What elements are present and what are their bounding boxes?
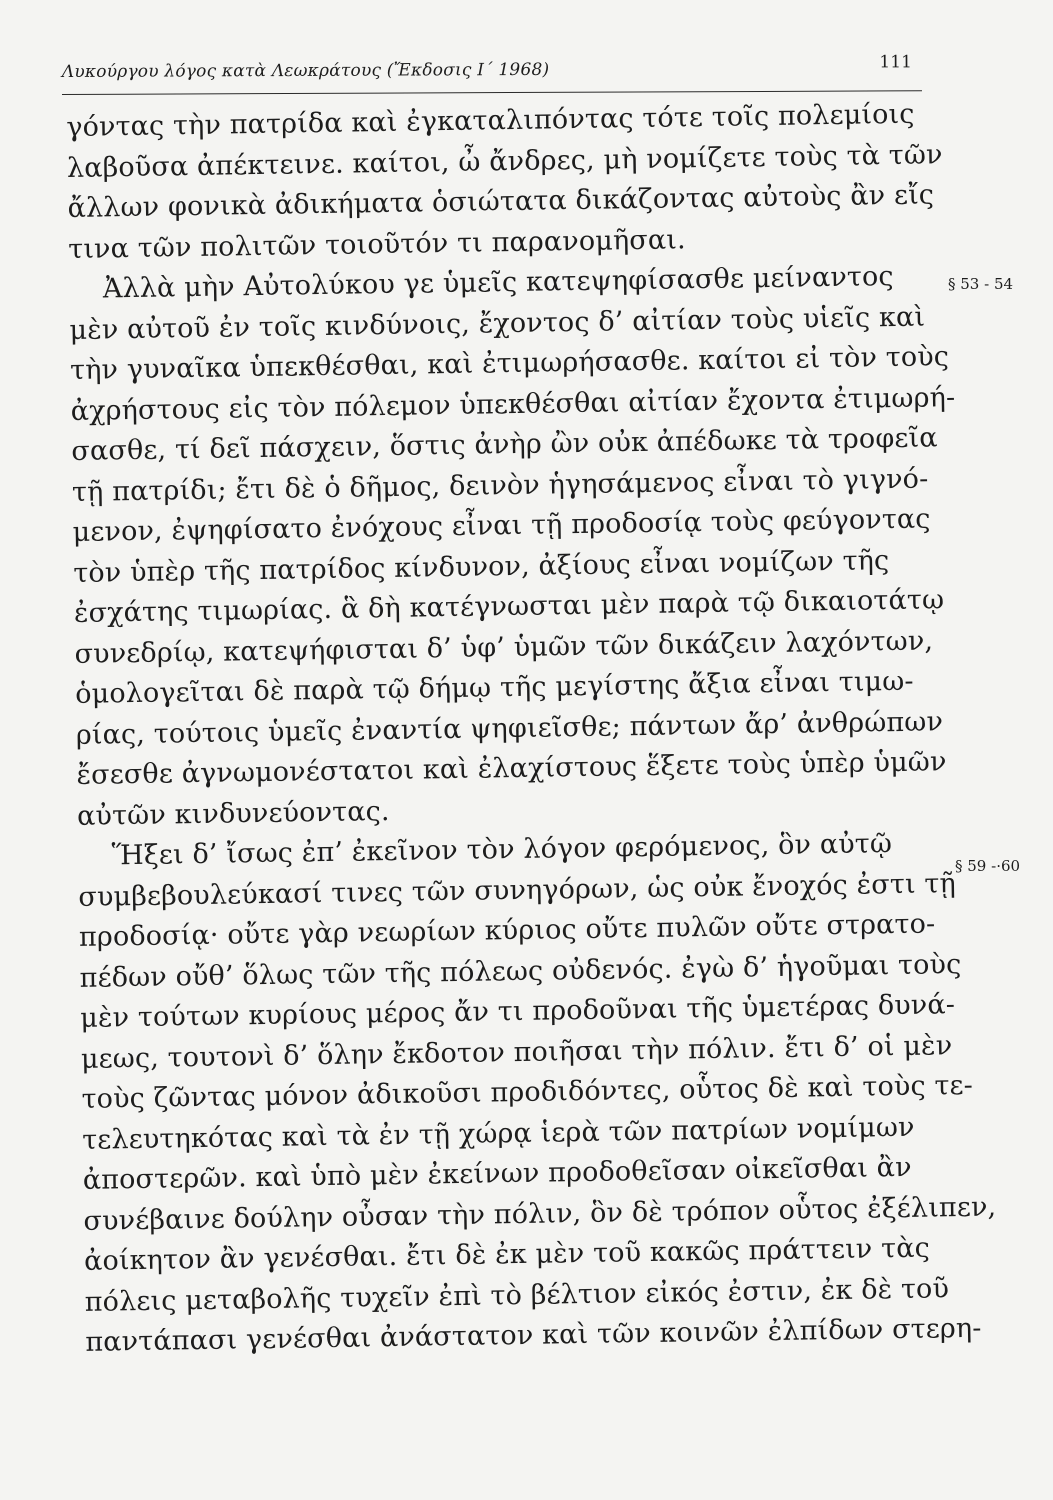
text-line: τοὺς ζῶντας μόνον ἀδικοῦσι προδιδόντες, οὗτος δὲ καὶ τοὺς τε- [81,1069,974,1115]
margin-section-reference: § 59 -·60 [955,857,1021,875]
paragraph-start-line: Ἥξει δ’ ἴσως ἐπ’ ἐκεῖνον τὸν λόγον φερόμενος, ὃν αὐτῷ [111,828,893,872]
text-line: σασθε, τί δεῖ πάσχειν, ὅστις ἀνὴρ ὢν οὐκ ἀπέδωκε τὰ τροφεῖα [71,422,938,467]
text-line: συνεδρίῳ, κατεψήφισται δ’ ὑφ’ ὑμῶν τῶν δικάζειν λαχόντων, [74,624,934,670]
text-line: ἀοίκητον ἂν γενέσθαι. ἔτι δὲ ἐκ μὲν τοῦ κακῶς πράττειν τὰς [83,1232,931,1277]
text-line: ἀχρήστους εἰς τὸν πόλεμον ὑπεκθέσθαι αἰτίαν ἔχοντα ἐτιμωρή- [70,381,956,427]
text-line: ἔσεσθε ἀγνωμονέστατοι καὶ ἐλαχίστους ἕξετε τοὺς ὑπὲρ ὑμῶν [76,746,947,791]
text-line: ἀποστερῶν. καὶ ὑπὸ μὲν ἐκείνων προδοθεῖσαν οἰκεῖσθαι ἂν [82,1151,912,1196]
text-line: ἐσχάτης τιμωρίας. ἃ δὴ κατέγνωσται μὲν παρὰ τῷ δικαιοτάτῳ [73,584,945,629]
text-line: μὲν τούτων κυρίους μέρος ἄν τι προδοῦναι τῆς ὑμετέρας δυνά- [80,989,956,1034]
text-line: λαβοῦσα ἀπέκτεινε. καίτοι, ὦ ἄνδρες, μὴ νομίζετε τοὺς τὰ τῶν [66,138,943,184]
text-line: προδοσίᾳ· οὔτε γὰρ νεωρίων κύριος οὔτε πυλῶν οὔτε στρατο- [78,908,936,953]
running-header [62,46,922,95]
running-title: Λυκούργου λόγος κατὰ Λεωκράτους (Ἔκδοσις Ι΄ 1968) [61,59,550,83]
text-line: αὐτῶν κινδυνεύοντας. [76,795,390,832]
text-line: πέδων οὔθ’ ὅλως τῶν τῆς πόλεως οὐδενός. ἐγὼ δ’ ἡγοῦμαι τοὺς [79,948,962,994]
page-number: 111 [879,52,912,73]
text-line: μεως, τουτονὶ δ’ ὅλην ἔκδοτον ποιῆσαι τὴν πόλιν. ἔτι δ’ οἱ μὲν [80,1029,953,1075]
text-line: τελευτηκότας καὶ τὰ ἐν τῇ χώρᾳ ἱερὰ τῶν πατρίων νομίμων [81,1111,915,1156]
paragraph-start-line: Ἀλλὰ μὴν Αὐτολύκου γε ὑμεῖς κατεψηφίσασθε μείναντος [102,261,894,305]
text-line: τινα τῶν πολιτῶν τοιοῦτόν τι παρανομῆσαι. [67,223,686,265]
text-line: συνέβαινε δούλην οὖσαν τὴν πόλιν, ὃν δὲ τρόπον οὗτος ἐξέλιπεν, [83,1191,997,1237]
text-line: μενον, ἐψηφίσατο ἐνόχους εἶναι τῇ προδοσίᾳ τοὺς φεύγοντας [72,503,931,548]
text-line: τὸν ὑπὲρ τῆς πατρίδος κίνδυνον, ἀξίους εἶναι νομίζων τῆς [73,544,890,589]
text-line: παντάπασι γενέσθαι ἀνάστατον καὶ τῶν κοινῶν ἐλπίδων στερη- [85,1312,982,1358]
text-line: συμβεβουλεύκασί τινες τῶν συνηγόρων, ὡς οὐκ ἔνοχός ἐστι τῇ [78,867,957,913]
text-line: μὲν αὐτοῦ ἐν τοῖς κινδύνοις, ἔχοντος δ’ αἰτίαν τοὺς υἱεῖς καὶ [69,301,926,346]
text-line: τὴν γυναῖκα ὑπεκθέσθαι, καὶ ἐτιμωρήσασθε. καίτοι εἰ τὸν τοὺς [69,341,950,386]
text-line: ὁμολογεῖται δὲ παρὰ τῷ δήμῳ τῆς μεγίστης ἄξια εἶναι τιμω- [74,665,914,710]
text-line: πόλεις μεταβολῆς τυχεῖν ἐπὶ τὸ βέλτιον εἰκός ἐστιν, ἐκ δὲ τοῦ [84,1272,950,1318]
text-line: τῇ πατρίδι; ἔτι δὲ ὁ δῆμος, δεινὸν ἡγησάμενος εἶναι τὸ γιγνό- [71,463,929,508]
text-line: ρίας, τούτοις ὑμεῖς ἐναντία ψηφιεῖσθε; πάντων ἄρ’ ἀνθρώπων [75,705,944,751]
text-line: γόντας τὴν πατρίδα καὶ ἐγκαταλιπόντας τότε τοῖς πολεμίοις [66,98,915,143]
text-line: ἄλλων φονικὰ ἀδικήματα ὁσιώτατα δικάζοντας αὐτοὺς ἂν εἴς [67,179,935,224]
margin-section-reference: § 53 - 54 [948,275,1014,293]
